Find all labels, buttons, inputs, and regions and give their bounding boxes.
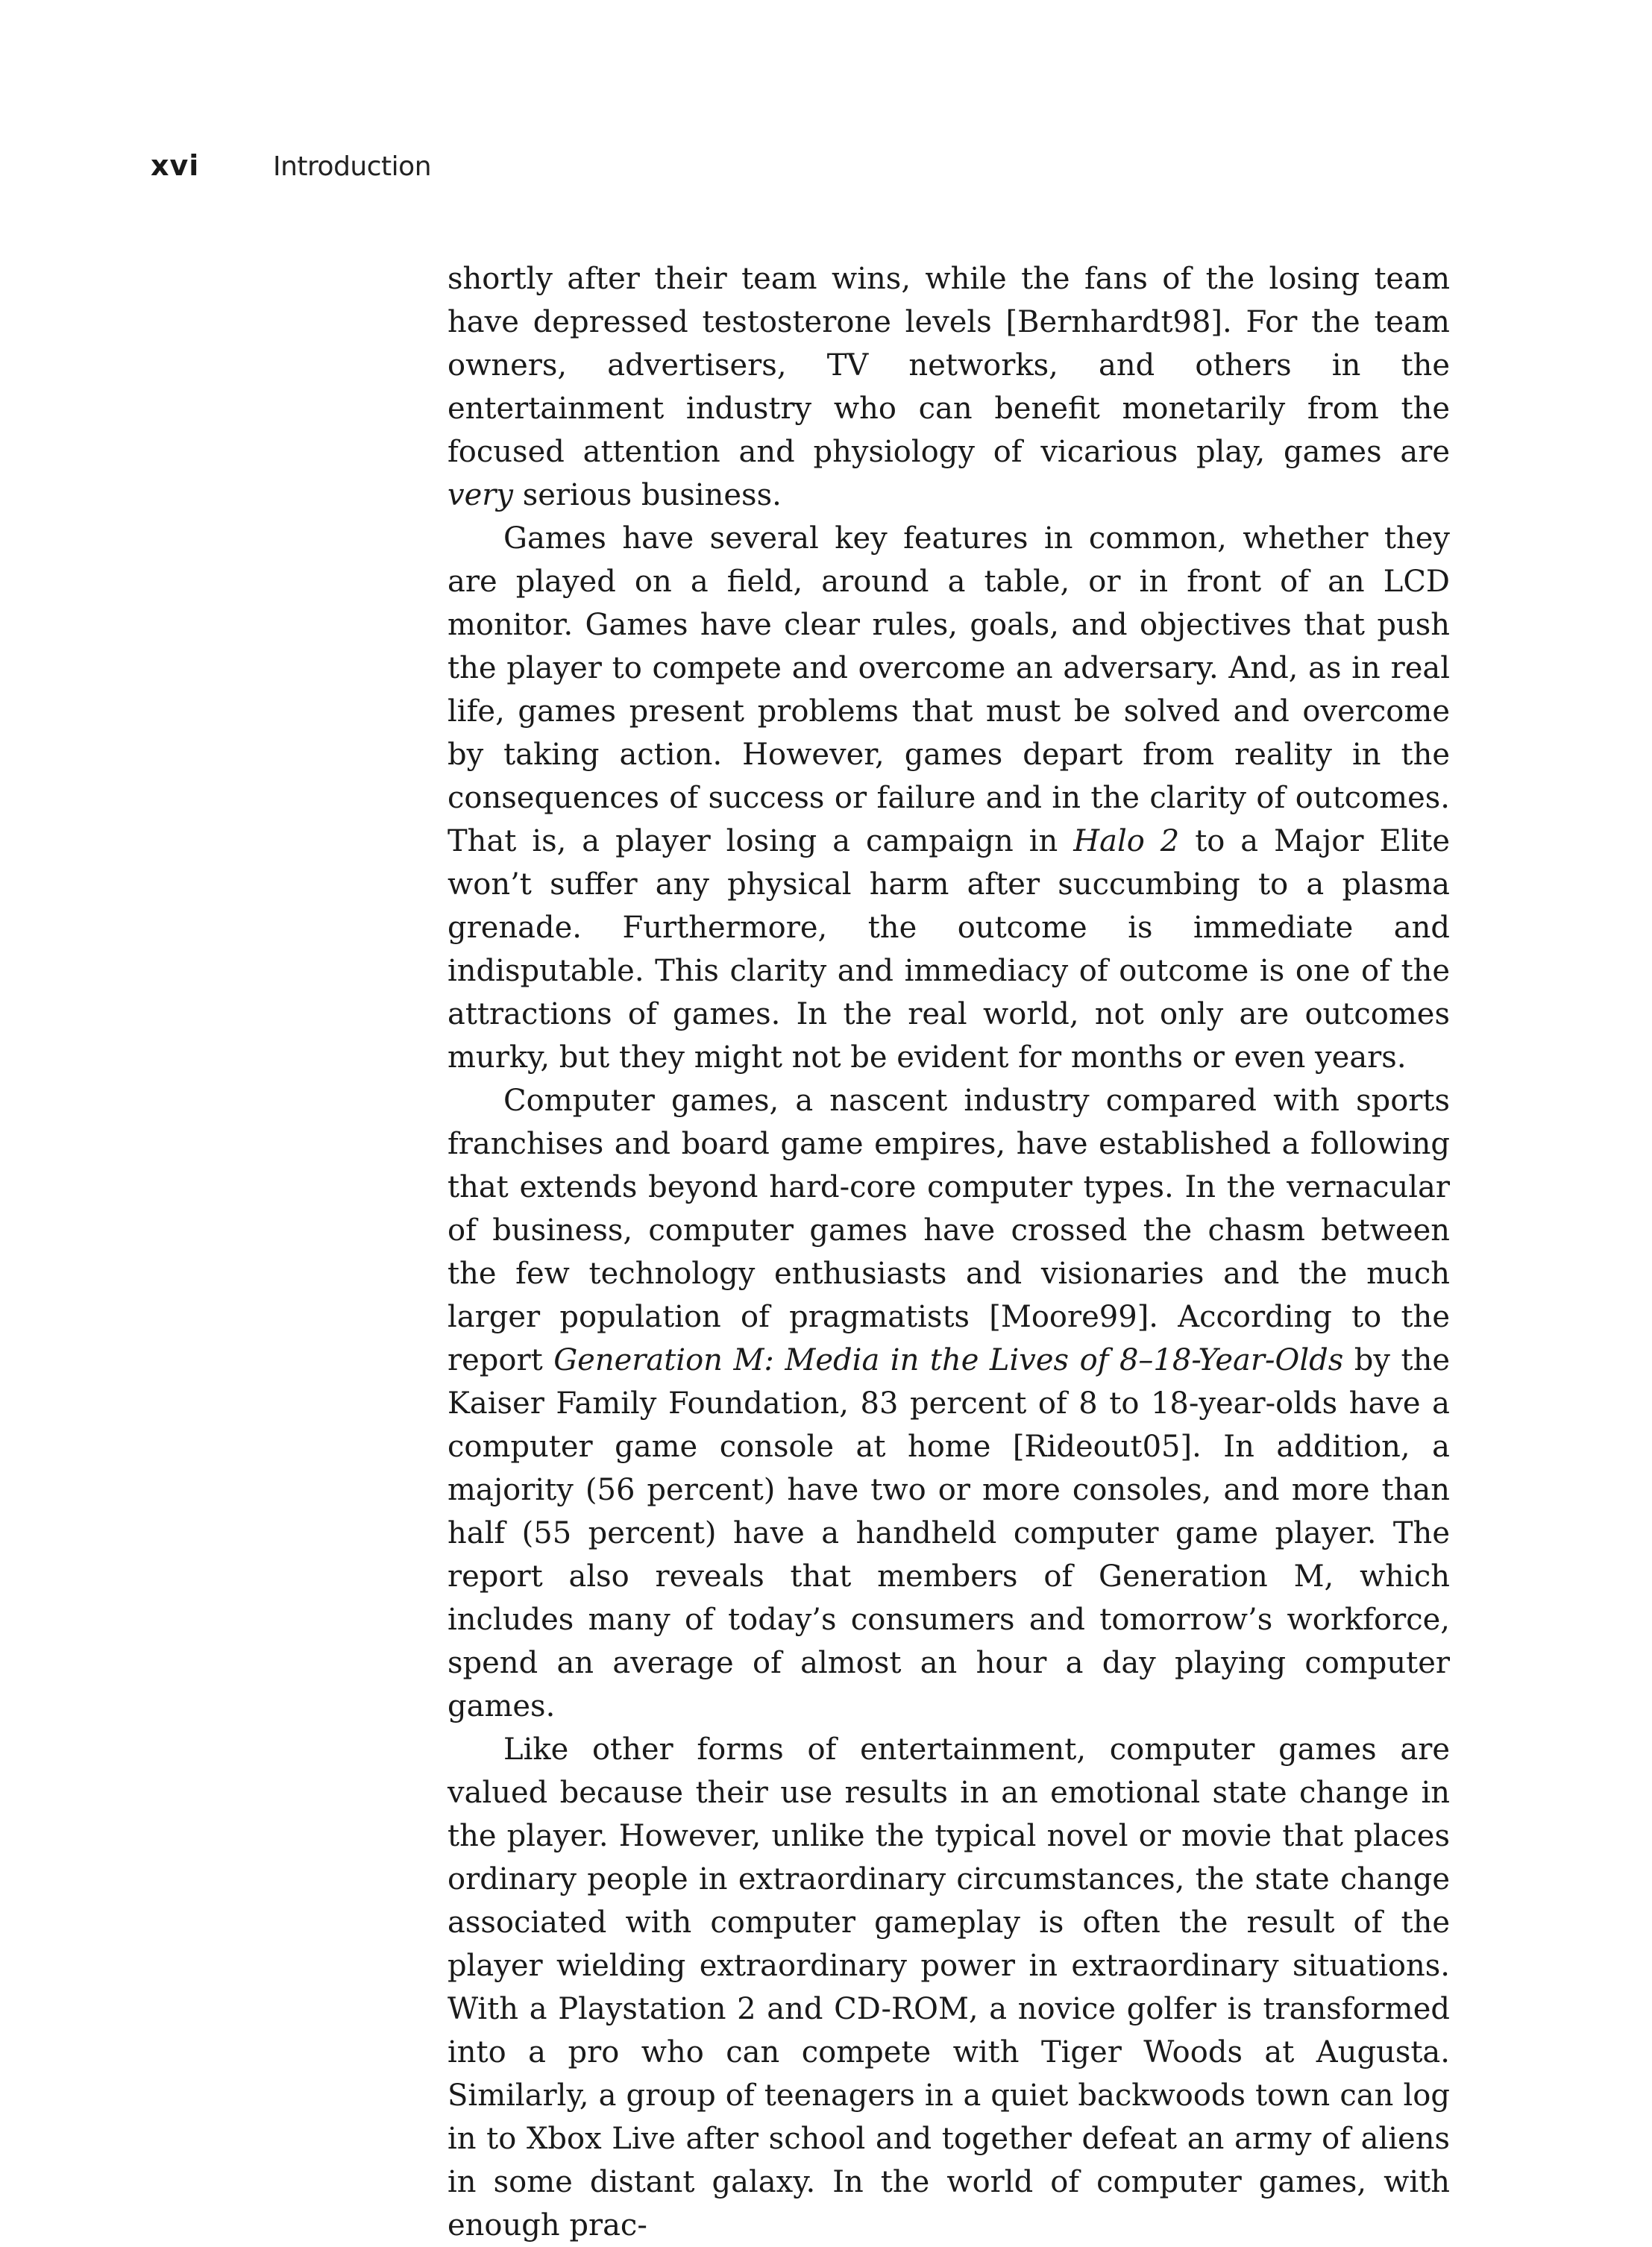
paragraph-3-emphasis: Generation M: Media in the Lives of 8–18-Year-Olds [553, 1343, 1344, 1377]
paragraph-2 [447, 517, 1450, 1079]
paragraph-1-text-before: shortly after their team wins, while the fans of the losing team have depressed testosterone levels [Bernhardt98]. For the team owners, advertisers, TV networks, and others in the entertainment industry who can benefit monetarily from the focused attention and physiology of vicarious play, games are [447, 262, 1450, 469]
page-number: xvi [151, 149, 200, 182]
paragraph-3 [447, 1079, 1450, 1728]
paragraph-2-text-after: to a Major Elite won’t suffer any physical harm after succumbing to a plasma grenade. Furthermore, the outcome is immediate and indisputable. This clarity and immediacy of outcome is one of the attractions of games. In the real world, not only are outcomes murky, but they might not be evident for months or even years. [447, 824, 1450, 1075]
paragraph-3-text-before: Computer games, a nascent industry compared with sports franchises and board game empires, have established a following that extends beyond hard-core computer types. In the vernacular of business, computer games have crossed the chasm between the few technology enthusiasts and visionaries and the much larger population of pragmatists [Moore99]. According to the report [447, 1084, 1450, 1377]
body-text [447, 257, 1450, 2247]
paragraph-2-text-before: Games have several key features in common, whether they are played on a field, around a table, or in front of an LCD monitor. Games have clear rules, goals, and objectives that push the player to compete and overcome an adversary. And, as in real life, games present problems that must be solved and overcome by taking action. However, games depart from reality in the consequences of success or failure and in the clarity of outcomes. That is, a player losing a campaign in [447, 521, 1450, 858]
paragraph-2-emphasis: Halo 2 [1073, 824, 1180, 858]
paragraph-4: Like other forms of entertainment, computer games are valued because their use results in an emotional state change in the player. However, unlike the typical novel or movie that places ordinary people in extraordinary circumstances, the state change associated with computer gameplay is often the result of the player wielding extraordinary power in extraordinary situations. With a Playstation 2 and CD-ROM, a novice golfer is transformed into a pro who can compete with Tiger Woods at Augusta. Similarly, a group of teenagers in a quiet backwoods town can log in to Xbox Live after school and together defeat an army of aliens in some distant galaxy. In the world of computer games, with enough prac- [447, 1732, 1450, 2243]
paragraph-1-emphasis: very [447, 478, 513, 512]
paragraph-3-text-after: by the Kaiser Family Foundation, 83 percent of 8 to 18-year-olds have a computer game console at home [Rideout05]. In addition, a majority (56 percent) have two or more consoles, and more than half (55 percent) have a handheld computer game player. The report also reveals that members of Generation M, which includes many of today’s consumers and tomorrow’s workforce, spend an average of almost an hour a day playing computer games. [447, 1343, 1451, 1723]
paragraph-1 [447, 257, 1450, 517]
running-head: Introduction [273, 151, 432, 182]
paragraph-1-text-after: serious business. [513, 478, 782, 512]
page-header [151, 149, 431, 182]
